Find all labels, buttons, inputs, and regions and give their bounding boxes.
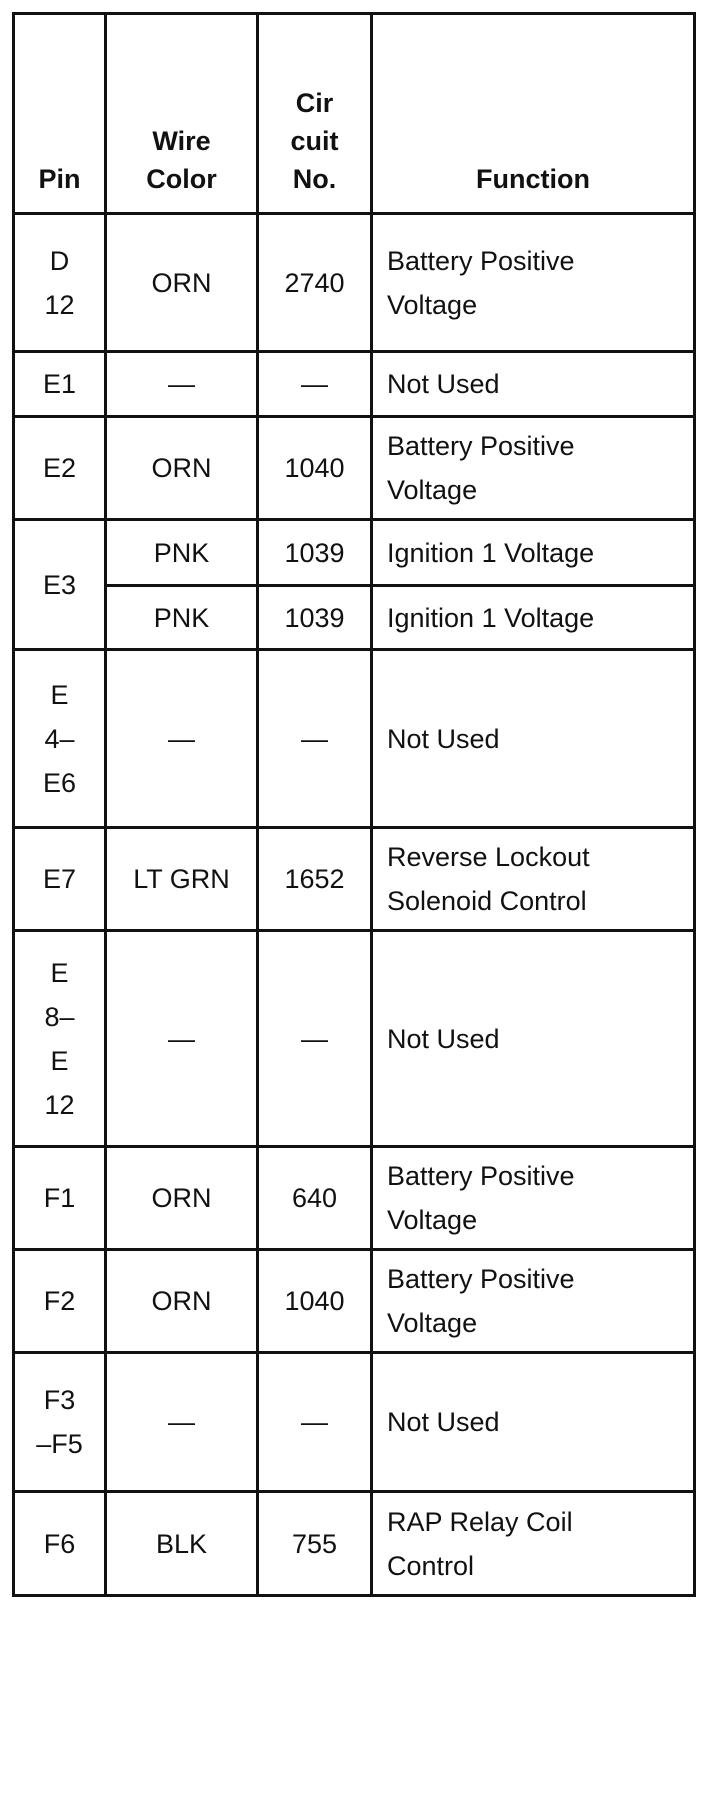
pin-cell: F6 [14, 1492, 106, 1596]
table-row [14, 520, 695, 586]
wire-color-cell: ORN [106, 1250, 258, 1353]
wire-color-cell: ORN [106, 417, 258, 520]
wire-color-cell: — [106, 650, 258, 828]
pin-cell: E1 [14, 352, 106, 417]
wire-color-cell: BLK [106, 1492, 258, 1596]
function-cell: Not Used [372, 1353, 695, 1492]
function-cell: Not Used [372, 931, 695, 1147]
circuit-cell: 1040 [258, 417, 372, 520]
pin-cell: E 8– E 12 [14, 931, 106, 1147]
wire-color-cell: — [106, 1353, 258, 1492]
function-cell: Not Used [372, 352, 695, 417]
table-row [14, 1353, 695, 1492]
function-cell: RAP Relay Coil Control [372, 1492, 695, 1596]
table-row [14, 1147, 695, 1250]
pin-cell: E3 [14, 520, 106, 650]
header-wire-color: Wire Color [106, 14, 258, 214]
header-pin: Pin [14, 14, 106, 214]
function-cell: Ignition 1 Voltage [372, 586, 695, 650]
circuit-cell: 1040 [258, 1250, 372, 1353]
wire-color-cell: ORN [106, 214, 258, 352]
circuit-cell: 1039 [258, 586, 372, 650]
table-header-row [14, 14, 695, 214]
wire-color-cell: — [106, 931, 258, 1147]
table-row [14, 1492, 695, 1596]
wire-color-cell: LT GRN [106, 828, 258, 931]
circuit-cell: 755 [258, 1492, 372, 1596]
pin-cell: F1 [14, 1147, 106, 1250]
pin-cell: F2 [14, 1250, 106, 1353]
wire-color-cell: PNK [106, 586, 258, 650]
header-circuit-no: Cir cuit No. [258, 14, 372, 214]
table-row [14, 417, 695, 520]
pin-cell: E 4– E6 [14, 650, 106, 828]
circuit-cell: — [258, 650, 372, 828]
header-function: Function [372, 14, 695, 214]
pin-cell: F3 –F5 [14, 1353, 106, 1492]
wire-color-cell: PNK [106, 520, 258, 586]
circuit-cell: 1652 [258, 828, 372, 931]
circuit-cell: — [258, 1353, 372, 1492]
table-row [14, 650, 695, 828]
function-cell: Not Used [372, 650, 695, 828]
function-cell: Battery Positive Voltage [372, 214, 695, 352]
connector-pinout-table [12, 12, 696, 1597]
table-row [14, 586, 695, 650]
circuit-cell: — [258, 352, 372, 417]
table-row [14, 1250, 695, 1353]
function-cell: Reverse Lockout Solenoid Control [372, 828, 695, 931]
function-cell: Battery Positive Voltage [372, 417, 695, 520]
wire-color-cell: ORN [106, 1147, 258, 1250]
table-row [14, 214, 695, 352]
pin-cell: D 12 [14, 214, 106, 352]
pin-cell: E2 [14, 417, 106, 520]
circuit-cell: 2740 [258, 214, 372, 352]
function-cell: Battery Positive Voltage [372, 1250, 695, 1353]
wire-color-cell: — [106, 352, 258, 417]
circuit-cell: — [258, 931, 372, 1147]
function-cell: Battery Positive Voltage [372, 1147, 695, 1250]
table-row [14, 828, 695, 931]
table-row [14, 352, 695, 417]
function-cell: Ignition 1 Voltage [372, 520, 695, 586]
circuit-cell: 1039 [258, 520, 372, 586]
pin-cell: E7 [14, 828, 106, 931]
table-row [14, 931, 695, 1147]
circuit-cell: 640 [258, 1147, 372, 1250]
